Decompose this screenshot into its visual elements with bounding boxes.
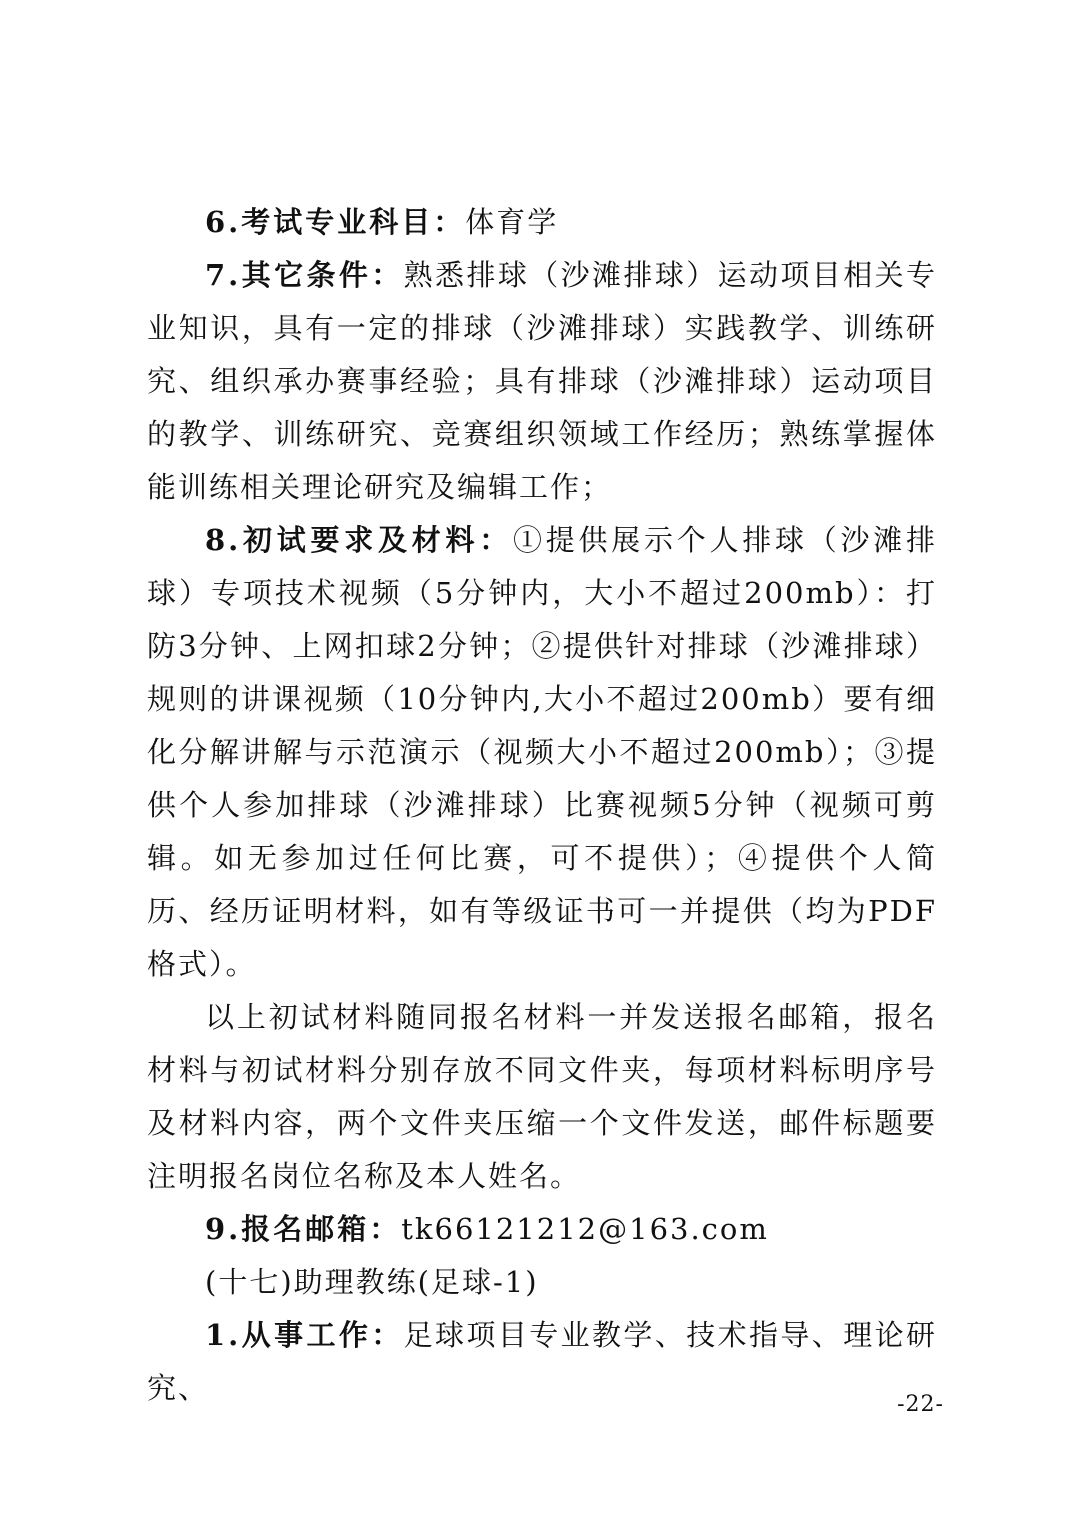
section-heading-assistant-coach (147, 1256, 937, 1309)
paragraph-submission-note (147, 991, 937, 1203)
paragraph-text: 足球项目专业教学、技术指导、理论研究、 (147, 1318, 937, 1405)
paragraph-registration-email (147, 1203, 937, 1256)
paragraph-exam-subject (147, 196, 937, 249)
paragraph-label: 8.初试要求及材料： (205, 523, 514, 557)
paragraph-label: 7.其它条件： (205, 258, 404, 292)
paragraph-text: 以上初试材料随同报名材料一并发送报名邮箱，报名材料与初试材料分别存放不同文件夹，每项材料标明序号及材料内容，两个文件夹压缩一个文件发送，邮件标题要注明报名岗位名称及本人姓名。 (147, 1000, 937, 1193)
paragraph-text: 熟悉排球（沙滩排球）运动项目相关专业知识，具有一定的排球（沙滩排球）实践教学、训练研究、组织承办赛事经验；具有排球（沙滩排球）运动项目的教学、训练研究、竞赛组织领域工作经历；熟练掌握体能训练相关理论研究及编辑工作； (147, 258, 937, 504)
paragraph-job-duties (147, 1309, 937, 1415)
section-heading-text: (十七)助理教练(足球-1) (205, 1265, 539, 1299)
paragraph-preliminary-requirements (147, 514, 937, 991)
paragraph-label: 1.从事工作： (205, 1318, 404, 1352)
paragraph-text: 体育学 (465, 205, 559, 239)
paragraph-label: 9.报名邮箱： (205, 1212, 402, 1246)
paragraph-label: 6.考试专业科目： (205, 205, 466, 239)
page-number: -22- (897, 1392, 944, 1417)
document-body (147, 196, 937, 1415)
paragraph-text: ①提供展示个人排球（沙滩排球）专项技术视频（5分钟内，大小不超过200mb）：打防3分钟、上网扣球2分钟；②提供针对排球（沙滩排球）规则的讲课视频（10分钟内,大小不超过200mb）要有细化分解讲解与示范演示（视频大小不超过200mb）；③提供个人参加排球（沙滩排球）比赛视频5分钟（视频可剪辑。如无参加过任何比赛，可不提供）；④提供个人简历、经历证明材料，如有等级证书可一并提供（均为PDF格式）。 (147, 523, 937, 981)
email-address: tk66121212@163.com (401, 1212, 769, 1246)
paragraph-other-conditions (147, 249, 937, 514)
